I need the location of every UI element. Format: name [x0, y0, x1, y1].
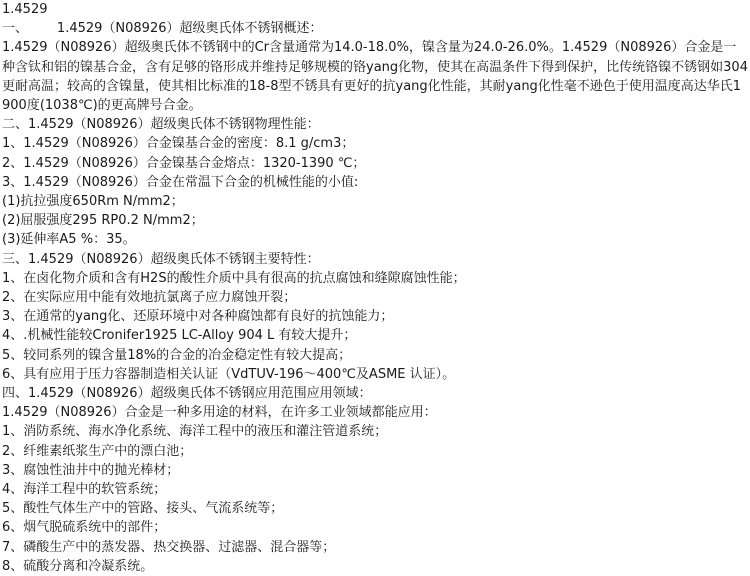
section4-item: 8、硫酸分离和冷凝系统。 [2, 558, 154, 574]
section3-item: 2、在实际应用中能有效地抗氯离子应力腐蚀开裂； [2, 290, 297, 306]
section4-item: 1、消防系统、海水净化系统、海洋工程中的液压和灌注管道系统； [2, 424, 388, 440]
section3-item: 6、具有应用于压力容器制造相关认证（VdTUV-196～400℃及ASME 认证）。 [2, 366, 456, 382]
section4-item: 7、磷酸生产中的蒸发器、热交换器、过滤器、混合器等； [2, 539, 336, 555]
section4-item: 4、海洋工程中的软管系统； [2, 482, 167, 498]
section3-item: 3、在通常的yang化、还原环境中对各种腐蚀都有良好的抗蚀能力； [2, 309, 394, 325]
section4-intro: 1.4529（N08926）合金是一种多用途的材料，在许多工业领域都能应用： [2, 405, 437, 421]
section4-item: 5、酸性气体生产中的管路、接头、气流系统等； [2, 501, 284, 517]
section2-item: 1、1.4529（N08926）合金镍基合金的密度：8.1 g/cm3； [2, 136, 355, 152]
section3-item: 4、.机械性能较Cronifer1925 LC-Alloy 904 L 有较大提升； [2, 328, 357, 344]
section2-item: 3、1.4529（N08926）合金在常温下合金的机械性能的小值: [2, 174, 359, 190]
section4-item: 6、烟气脱硫系统中的部件； [2, 520, 167, 536]
section4-item: 3、腐蚀性油井中的抛光棒材； [2, 462, 180, 478]
section4-item: 2、纤维素纸浆生产中的漂白池； [2, 443, 193, 459]
section1-paragraph: 1.4529（N08926）超级奥氏体不锈钢中的Cr含量通常为14.0-18.0%，镍含量为24.0-26.0%。1.4529（N08926）合金是一种含钛和铝的镍基合金，含有足够的铬形成并维持足够规模的铬yang化物，使其在高温条件下得到保护，比传统铬镍不锈钢如304更耐高温；较高的含镍量，使其相比标准的18-8型不锈具有更好的抗yang化性能，其耐yang化性毫不逊色于使用温度高达华氏1900度(1038℃)的更高牌号合金。 [2, 40, 748, 114]
section3-item: 1、在卤化物介质和含有H2S的酸性介质中具有很高的抗点腐蚀和缝隙腐蚀性能； [2, 270, 466, 286]
section2-heading: 二、1.4529（N08926）超级奥氏体不锈钢物理性能： [2, 117, 320, 133]
section1-heading: 一、 1.4529（N08926）超级奥氏体不锈钢概述： [2, 21, 323, 37]
section2-subitem: (3)延伸率A5 %：35。 [2, 232, 136, 248]
section3-heading: 三、1.4529（N08926）超级奥氏体不锈钢主要特性： [2, 251, 320, 267]
section2-item: 2、1.4529（N08926）合金镍基合金熔点：1320-1390 ℃； [2, 155, 366, 171]
section4-heading: 四、1.4529（N08926）超级奥氏体不锈钢应用范围应用领域： [2, 386, 372, 402]
document-body [2, 0, 748, 576]
section2-subitem: (1)抗拉强度650Rm N/mm2； [2, 194, 184, 210]
section3-item: 5、较同系列的镍含量18%的合金的冶金稳定性有较大提高； [2, 347, 352, 363]
document-title: 1.4529 [2, 2, 48, 17]
section2-subitem: (2)屈服强度295 RP0.2 N/mm2； [2, 213, 204, 229]
